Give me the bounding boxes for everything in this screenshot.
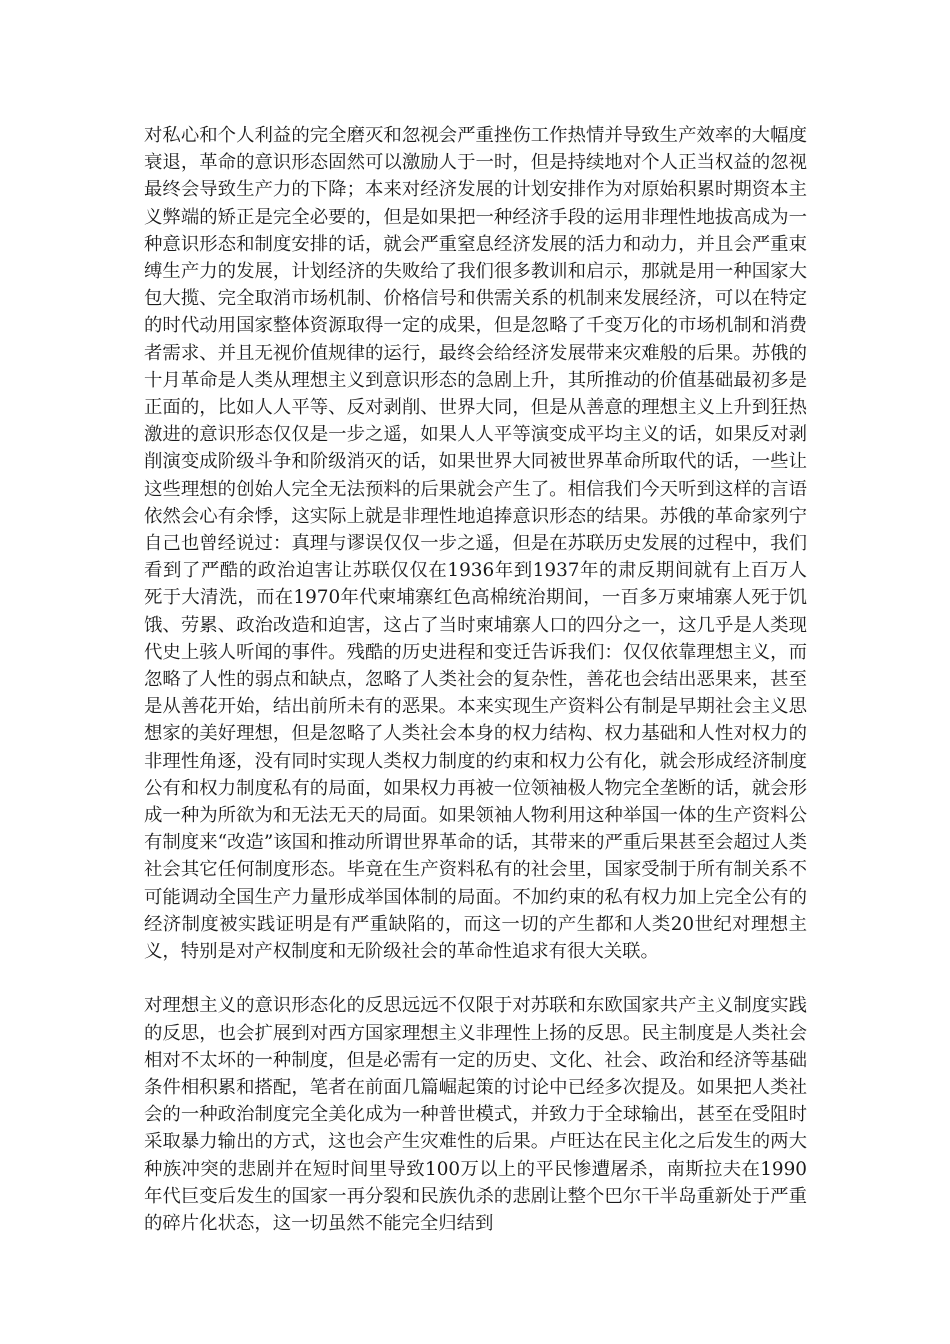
paragraph-2: 对理想主义的意识形态化的反思远远不仅限于对苏联和东欧国家共产主义制度实践的反思，也会扩展到对西方国家理想主义非理性上扬的反思。民主制度是人类社会相对不太坏的一种制度，但是必需有一定的历史、文化、社会、政治和经济等基础条件相积累和搭配，笔者在前面几篇崛起策的讨论中已经多次提及。如果把人类社会的一种政治制度完全美化成为一种普世模式，并致力于全球输出，甚至在受阻时采取暴力输出的方式，这也会产生灾难性的后果。卢旺达在民主化之后发生的两大种族冲突的悲剧并在短时间里导致100万以上的平民惨遭屠杀，南斯拉夫在1990年代巨变后发生的国家一再分裂和民族仇杀的悲剧让整个巴尔干半岛重新处于严重的碎片化状态，这一切虽然不能完全归结到 — [144, 995, 807, 1234]
paragraph-1: 对私心和个人利益的完全磨灭和忽视会严重挫伤工作热情并导致生产效率的大幅度衰退，革命的意识形态固然可以激励人于一时，但是持续地对个人正当权益的忽视最终会导致生产力的下降；本来对经济发展的计划安排作为对原始积累时期资本主义弊端的矫正是完全必要的，但是如果把一种经济手段的运用非理性地拔高成为一种意识形态和制度安排的话，就会严重窒息经济发展的活力和动力，并且会严重束缚生产力的发展，计划经济的失败给了我们很多教训和启示，那就是用一种国家大包大揽、完全取消市场机制、价格信号和供需关系的机制来发展经济，可以在特定的时代动用国家整体资源取得一定的成果，但是忽略了千变万化的市场机制和消费者需求、并且无视价值规律的运行，最终会给经济发展带来灾难般的后果。苏俄的十月革命是人类从理想主义到意识形态的急剧上升，其所推动的价值基础最初多是正面的，比如人人平等、反对剥削、世界大同，但是从善意的理想主义上升到狂热激进的意识形态仅仅是一步之遥，如果人人平等演变成平均主义的话，如果反对剥削演变成阶级斗争和阶级消灭的话，如果世界大同被世界革命所取代的话，一些让这些理想的创始人完全无法预料的后果就会产生了。相信我们今天听到这样的言语依然会心有余悸，这实际上就是非理性地追捧意识形态的结果。苏俄的革命家列宁自己也曾经说过：真理与谬误仅仅一步之遥，但是在苏联历史发展的过程中，我们看到了严酷的政治迫害让苏联仅仅在1936年到1937年的肃反期间就有上百万人死于大清洗，而在1970年代柬埔寨红色高棉统治期间，一百多万柬埔寨人死于饥饿、劳累、政治改造和迫害，这占了当时柬埔寨人口的四分之一，这几乎是人类现代史上骇人听闻的事件。残酷的历史进程和变迁告诉我们：仅仅依靠理想主义，而忽略了人性的弱点和缺点，忽略了人类社会的复杂性，善花也会结出恶果来，甚至是从善花开始，结出前所未有的恶果。本来实现生产资料公有制是早期社会主义思想家的美好理想，但是忽略了人类社会本身的权力结构、权力基础和人性对权力的非理性角逐，没有同时实现人类权力制度的约束和权力公有化，就会形成经济制度公有和权力制度私有的局面，如果权力再被一位领袖极人物完全垄断的话，就会形成一种为所欲为和无法无天的局面。如果领袖人物利用这种举国一体的生产资料公有制度来“改造”该国和推动所谓世界革命的话，其带来的严重后果甚至会超过人类社会其它任何制度形态。毕竟在生产资料私有的社会里，国家受制于所有制关系不可能调动全国生产力量形成举国体制的局面。不加约束的私有权力加上完全公有的经济制度被实践证明是有严重缺陷的，而这一切的产生都和人类20世纪对理想主义，特别是对产权制度和无阶级社会的革命性追求有很大关联。 — [144, 125, 807, 963]
document-body — [144, 122, 807, 1237]
